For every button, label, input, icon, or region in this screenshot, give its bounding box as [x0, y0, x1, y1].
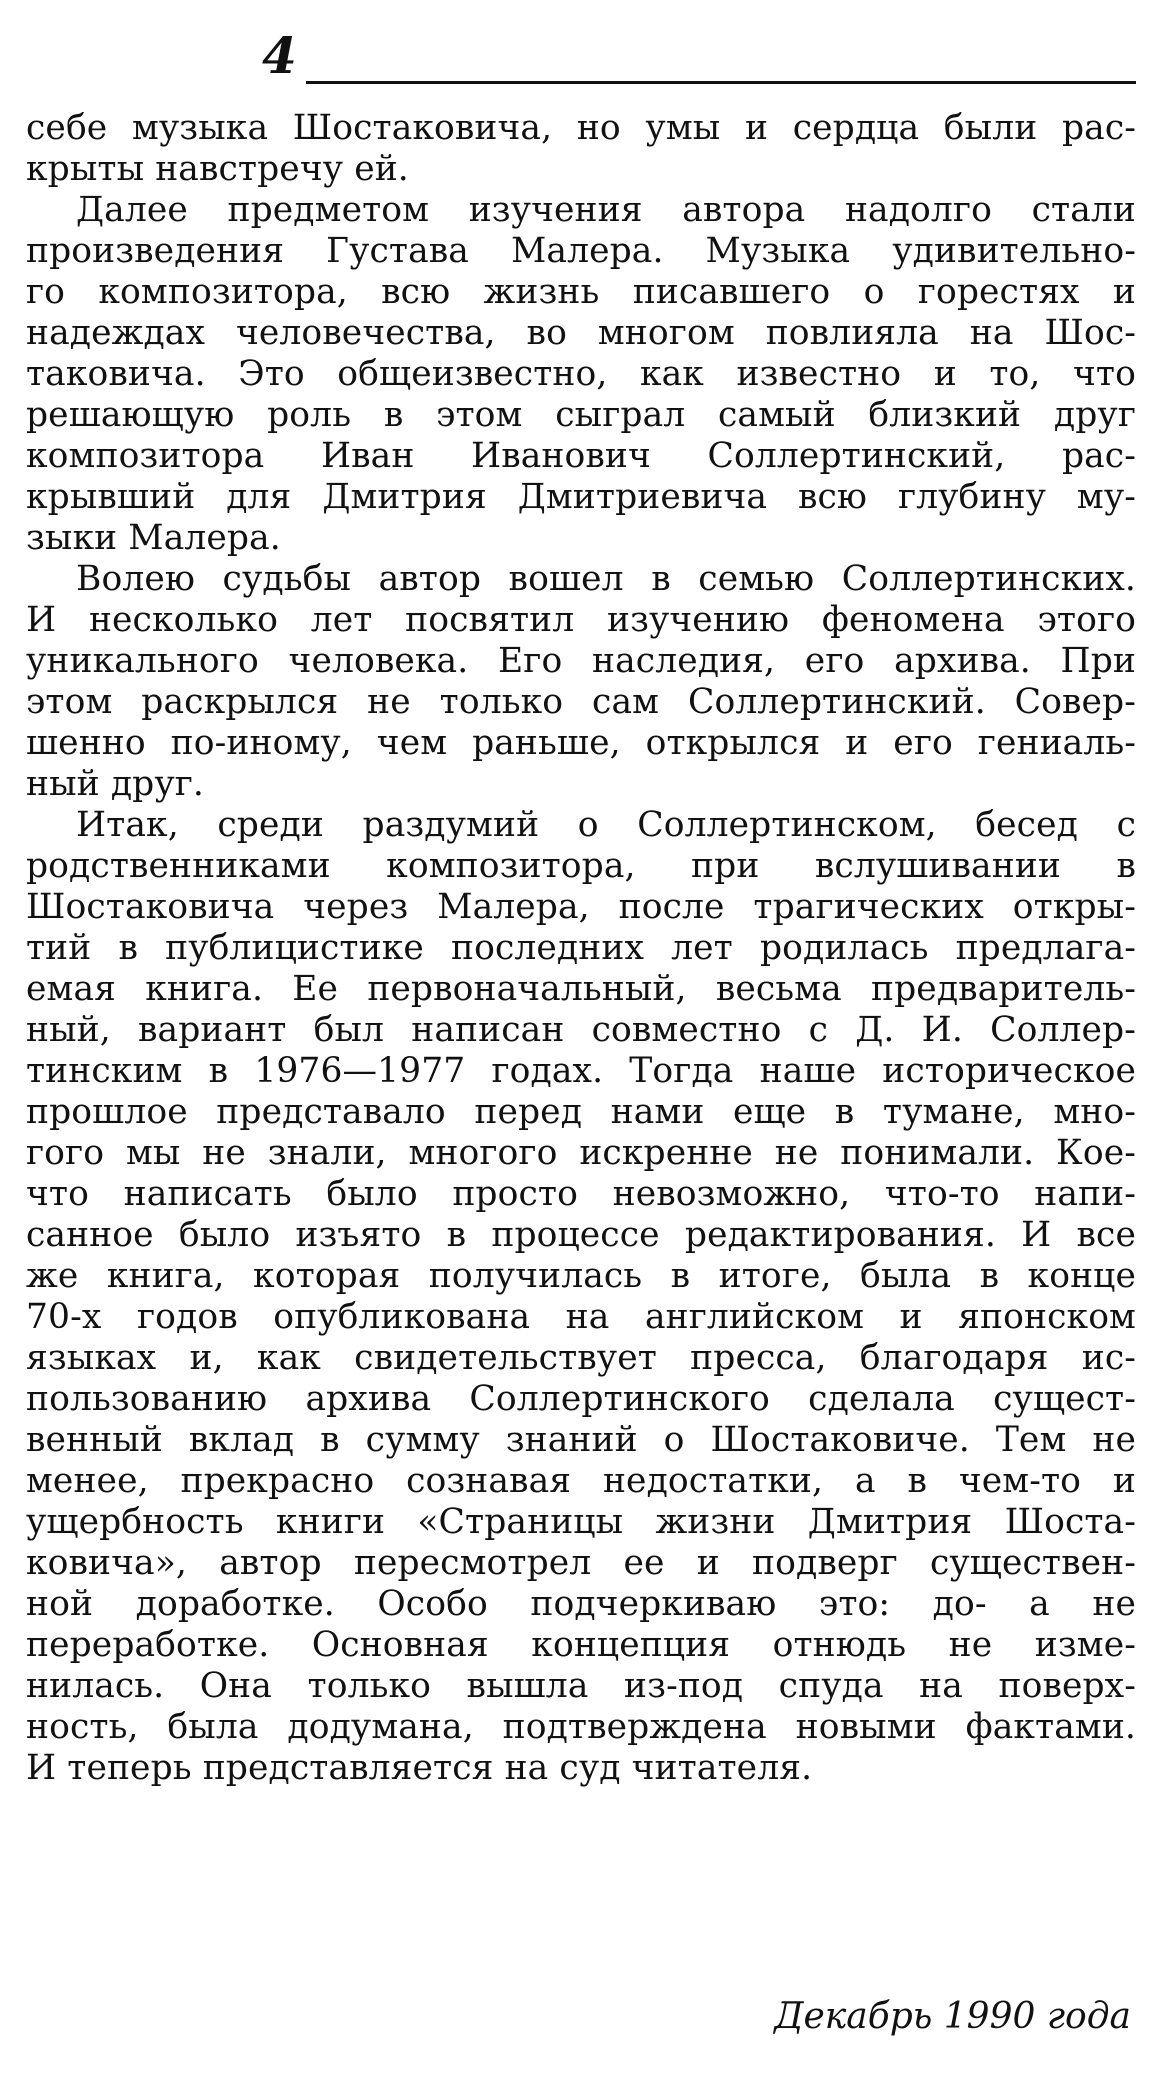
text-line: Шостаковича через Малера, после трагических откры-: [26, 887, 1136, 927]
body-text: [26, 108, 1136, 1789]
text-line: надеждах человечества, во многом повлияла на Шос-: [26, 313, 1136, 353]
text-line: гого мы не знали, многого искренне не понимали. Кое-: [26, 1133, 1136, 1173]
text-line: И теперь представляется на суд читателя.: [26, 1748, 813, 1788]
text-line: таковича. Это общеизвестно, как известно и то, что: [26, 354, 1136, 394]
text-line: го композитора, всю жизнь писавшего о горестях и: [26, 272, 1136, 312]
page-number: 4: [262, 26, 297, 85]
paragraph: [26, 190, 1136, 559]
text-line: шенно по-иному, чем раньше, открылся и его гениаль-: [26, 723, 1136, 763]
text-line: Далее предметом изучения автора надолго стали: [76, 190, 1136, 230]
text-line: же книга, которая получилась в итоге, была в конце: [26, 1256, 1136, 1296]
header-rule: [306, 81, 1136, 84]
text-line: Итак, среди раздумий о Соллертинском, бесед с: [76, 805, 1136, 845]
text-line: ность, была додумана, подтверждена новыми фактами.: [26, 1707, 1136, 1747]
page-header: [262, 26, 1142, 96]
text-line: санное было изъято в процессе редактирования. И все: [26, 1215, 1136, 1255]
text-line: зыки Малера.: [26, 518, 281, 558]
text-line: 70-х годов опубликована на английском и японском: [26, 1297, 1136, 1337]
text-line: языках и, как свидетельствует пресса, благодаря ис-: [26, 1338, 1136, 1378]
text-line: композитора Иван Иванович Соллертинский, рас-: [26, 436, 1136, 476]
text-line: тинским в 1976—1977 годах. Тогда наше историческое: [26, 1051, 1136, 1091]
text-line: менее, прекрасно сознавая недостатки, а в чем-то и: [26, 1461, 1136, 1501]
text-line: прошлое представало перед нами еще в тумане, мно-: [26, 1092, 1136, 1132]
text-line: емая книга. Ее первоначальный, весьма предваритель-: [26, 969, 1136, 1009]
text-line: ковича», автор пересмотрел ее и подверг существен-: [26, 1543, 1136, 1583]
text-line: Волею судьбы автор вошел в семью Соллертинских.: [76, 559, 1136, 599]
text-line: венный вклад в сумму знаний о Шостаковиче. Тем не: [26, 1420, 1136, 1460]
text-line: переработке. Основная концепция отнюдь не изме-: [26, 1625, 1136, 1665]
text-line: нилась. Она только вышла из-под спуда на поверх-: [26, 1666, 1136, 1706]
text-line: решающую роль в этом сыграл самый близкий друг: [26, 395, 1136, 435]
text-line: ный, вариант был написан совместно с Д. И. Соллер-: [26, 1010, 1136, 1050]
text-line: уникального человека. Его наследия, его архива. При: [26, 641, 1136, 681]
text-line: произведения Густава Малера. Музыка удивительно-: [26, 231, 1136, 271]
text-line: родственниками композитора, при вслушивании в: [26, 846, 1136, 886]
text-line: тий в публицистике последних лет родилась предлага-: [26, 928, 1136, 968]
paragraph: [26, 559, 1136, 805]
paragraph: [26, 108, 1136, 190]
text-line: крывший для Дмитрия Дмитриевича всю глубину му-: [26, 477, 1136, 517]
text-line: ный друг.: [26, 764, 204, 804]
text-line: этом раскрылся не только сам Соллертинский. Совер-: [26, 682, 1136, 722]
date-signature: Декабрь 1990 года: [774, 1996, 1131, 2037]
text-line: крыты навстречу ей.: [26, 149, 409, 189]
text-line: И несколько лет посвятил изучению феномена этого: [26, 600, 1136, 640]
text-line: ущербность книги «Страницы жизни Дмитрия Шоста-: [26, 1502, 1136, 1542]
text-line: пользованию архива Соллертинского сделала сущест-: [26, 1379, 1136, 1419]
text-line: ной доработке. Особо подчеркиваю это: до- а не: [26, 1584, 1136, 1624]
text-line: что написать было просто невозможно, что-то напи-: [26, 1174, 1136, 1214]
paragraph: [26, 805, 1136, 1789]
text-line: себе музыка Шостаковича, но умы и сердца были рас-: [26, 108, 1136, 148]
